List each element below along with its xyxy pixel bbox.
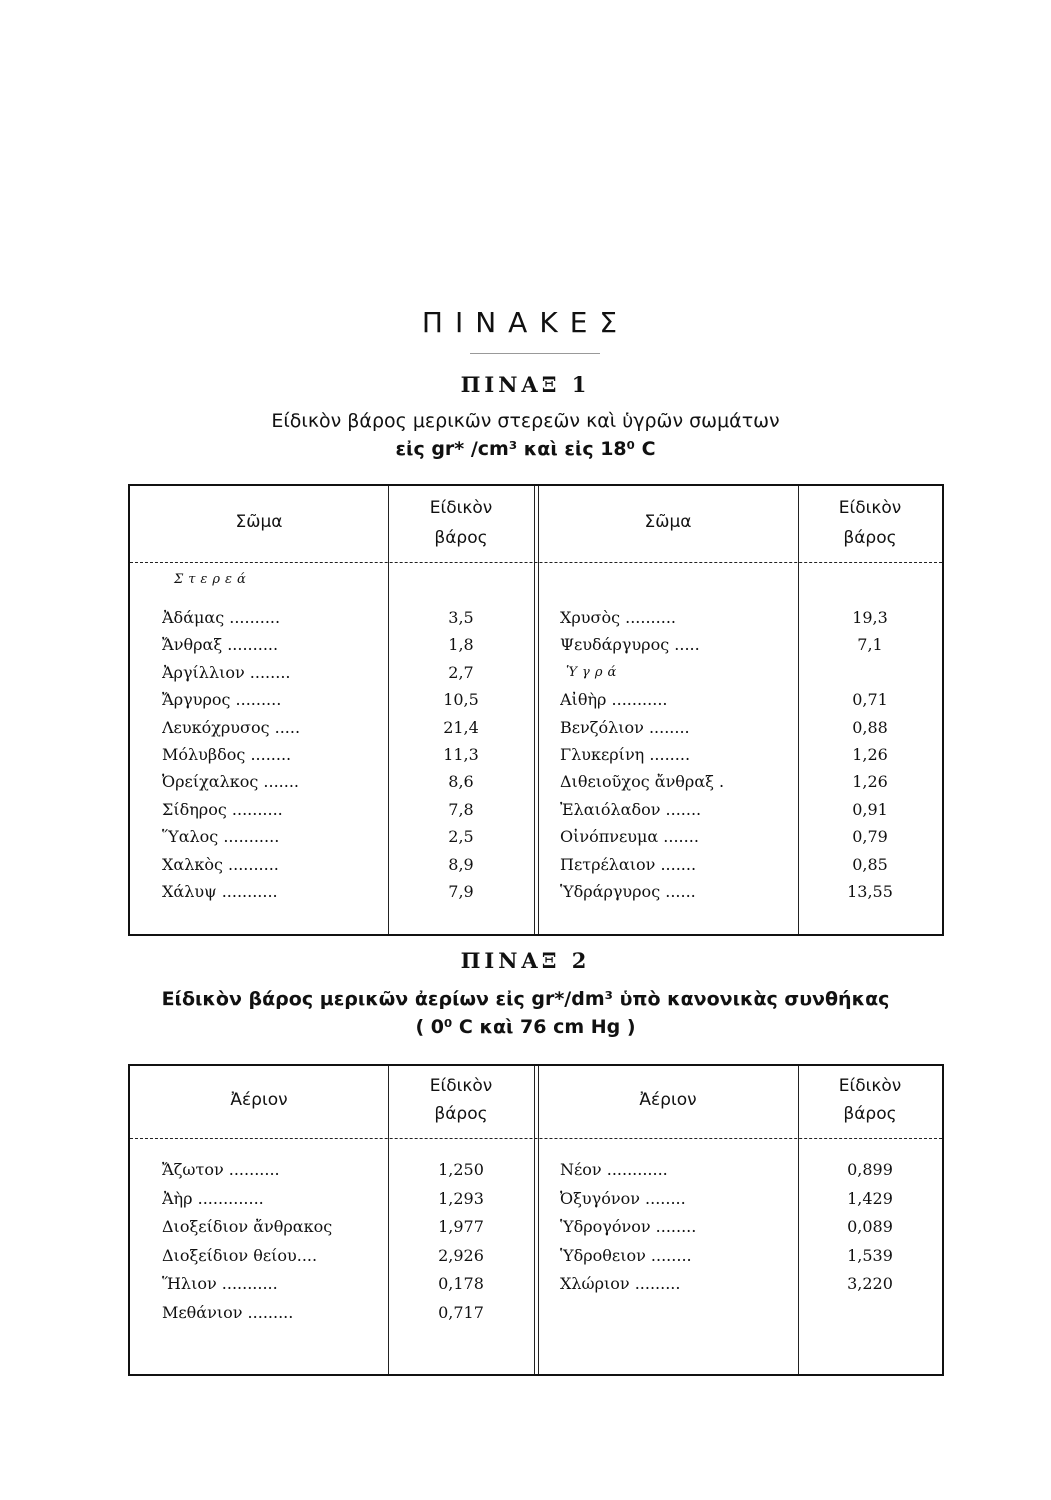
row-name: Ὕαλος ........... — [162, 827, 280, 847]
table2-col-divider-2 — [534, 1066, 535, 1374]
row-name: Ἄργυρος ......... — [162, 690, 282, 710]
table1-col-divider-2b — [538, 486, 539, 934]
row-name: Ἀργίλλιον ........ — [162, 662, 291, 682]
row-value: 11,3 — [443, 745, 479, 764]
row-name: Ὑδροθειον ........ — [560, 1245, 692, 1265]
row-name: Λευκόχρυσος ..... — [162, 717, 301, 737]
row-value: 0,089 — [847, 1217, 893, 1236]
row-name: Ἀδάμας .......... — [162, 608, 281, 627]
row-value: 1,977 — [438, 1217, 484, 1236]
row-name: Μεθάνιον ......... — [162, 1302, 294, 1322]
row-name: Ὑδρογόνον ........ — [560, 1217, 697, 1236]
row-value: 13,55 — [847, 882, 893, 901]
row-value: 1,429 — [847, 1188, 893, 1208]
table1-section-solids: Στερεά — [174, 572, 251, 587]
row-value: 10,5 — [443, 690, 479, 710]
row-name: Σίδηρος .......... — [162, 799, 283, 819]
row-name: Πετρέλαιον ....... — [560, 854, 697, 874]
row-value: 7,8 — [448, 799, 474, 819]
row-value: 0,88 — [852, 717, 888, 737]
row-value: 0,71 — [852, 690, 888, 710]
table1-section-liquids: Ὑγρά — [566, 664, 622, 680]
row-name: Διοξείδιον ἄνθρακος — [162, 1217, 333, 1236]
table1-caption-line1: Είδικὸν βάρος μερικῶν στερεῶν καὶ ὑγρῶν σωμάτων — [271, 410, 780, 432]
row-name: Ψευδάργυρος ..... — [560, 635, 700, 655]
table2-header-body-left: Ἀέριον — [230, 1090, 288, 1110]
table2-header-body-right: Ἀέριον — [639, 1090, 697, 1110]
row-value: 1,26 — [852, 772, 888, 792]
row-value: 3,5 — [448, 608, 474, 627]
table2-header-value-left-l1: Είδικὸν — [429, 1076, 493, 1096]
table2-header-value-right-l2: βάρος — [843, 1104, 897, 1124]
row-name: Γλυκερίνη ........ — [560, 745, 691, 764]
row-name: Χρυσὸς .......... — [560, 608, 676, 627]
row-value: 21,4 — [443, 717, 479, 737]
table1-header-body-left: Σῶμα — [235, 512, 283, 532]
row-value: 19,3 — [852, 608, 888, 627]
row-name: Χάλυψ ........... — [162, 882, 278, 901]
row-value: 1,250 — [438, 1160, 484, 1179]
main-title: ΠΙΝΑΚΕΣ — [421, 306, 630, 339]
row-value: 0,91 — [852, 799, 888, 819]
table1-header-value-right-l2: βάρος — [843, 528, 897, 548]
title-divider — [470, 353, 600, 354]
row-value: 0,85 — [852, 854, 888, 874]
row-value: 2,926 — [438, 1245, 484, 1265]
row-name: Νέον ............ — [560, 1160, 668, 1179]
table2-header-value-right-l1: Είδικὸν — [838, 1076, 902, 1096]
row-name: Βενζόλιον ........ — [560, 717, 690, 737]
row-name: Χλώριον ......... — [560, 1274, 681, 1293]
table2-col-divider-2b — [538, 1066, 539, 1374]
row-name: Οἰνόπνευμα ....... — [560, 827, 699, 847]
row-value: 3,220 — [847, 1274, 893, 1293]
row-name: Ἀὴρ ............. — [162, 1188, 264, 1208]
row-name: Χαλκὸς .......... — [162, 854, 279, 874]
table2-title: ΠΙΝΑΞ 2 — [460, 948, 591, 973]
row-value: 1,8 — [448, 635, 474, 655]
row-name: Ὑδράργυρος ...... — [560, 882, 696, 901]
row-name: Ὀξυγόνον ........ — [560, 1188, 686, 1208]
row-name: Ἄζωτον .......... — [162, 1160, 280, 1179]
row-value: 8,9 — [448, 854, 474, 874]
row-name: Ὀρείχαλκος ....... — [162, 772, 300, 792]
table2-header-value-left-l2: βάρος — [434, 1104, 488, 1124]
row-name: Αἰθὴρ ........... — [560, 690, 668, 710]
table1-header-value-left-l2: βάρος — [434, 528, 488, 548]
table1 — [128, 484, 944, 936]
table2-header-rule — [130, 1138, 942, 1139]
row-value: 7,9 — [448, 882, 474, 901]
table1-col-divider-2 — [534, 486, 535, 934]
row-value: 0,178 — [438, 1274, 484, 1293]
table2-caption-line2: ( 0⁰ C καὶ 76 cm Hg ) — [415, 1016, 636, 1038]
table1-header-value-right-l1: Είδικὸν — [838, 498, 902, 518]
table1-header-rule — [130, 562, 942, 563]
table1-caption-line2: εἰς gr* /cm³ καὶ εἰς 18⁰ C — [395, 438, 656, 460]
row-name: Ἐλαιόλαδον ....... — [560, 799, 702, 819]
table1-header-body-right: Σῶμα — [644, 512, 692, 532]
row-value: 2,7 — [448, 662, 474, 682]
row-value: 0,899 — [847, 1160, 893, 1179]
row-name: Μόλυβδος ........ — [162, 745, 292, 764]
row-value: 1,539 — [847, 1245, 893, 1265]
row-value: 0,79 — [852, 827, 888, 847]
table2 — [128, 1064, 944, 1376]
row-name: Διοξείδιον θείου.... — [162, 1245, 318, 1265]
row-value: 1,26 — [852, 745, 888, 764]
table1-title: ΠΙΝΑΞ 1 — [460, 372, 591, 397]
row-name: Ἄνθραξ .......... — [162, 635, 279, 655]
row-value: 7,1 — [857, 635, 883, 655]
row-value: 8,6 — [448, 772, 474, 792]
row-value: 0,717 — [438, 1302, 484, 1322]
table1-header-value-left-l1: Είδικὸν — [429, 498, 493, 518]
row-name: Ἥλιον ........... — [162, 1274, 278, 1293]
row-name: Διθειοῦχος ἄνθραξ . — [560, 772, 725, 792]
table2-caption-line1: Είδικὸν βάρος μερικῶν ἀερίων εἰς gr*/dm³ ὑπὸ κανονικὰς συνθήκας — [161, 988, 890, 1010]
row-value: 1,293 — [438, 1188, 484, 1208]
row-value: 2,5 — [448, 827, 474, 847]
